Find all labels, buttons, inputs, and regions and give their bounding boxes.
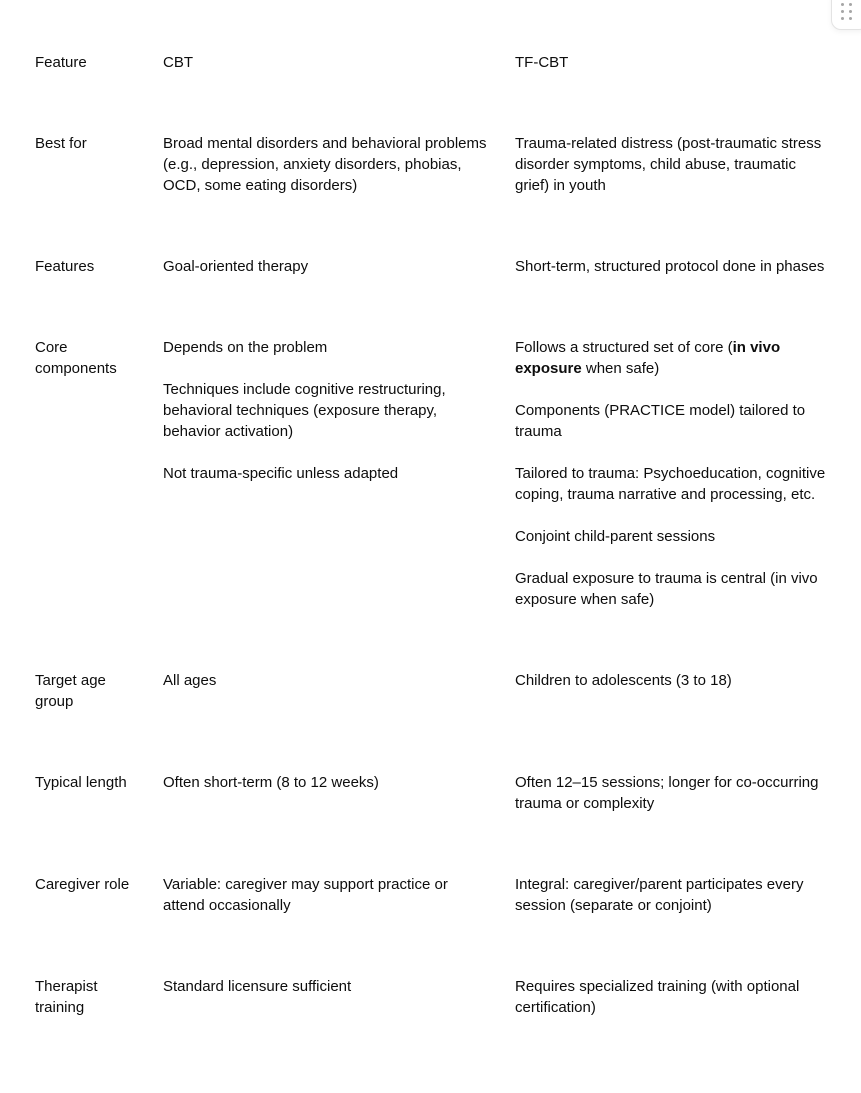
cell-paragraph: Requires specialized training (with optional certification) <box>515 978 800 1016</box>
cell-paragraph: Techniques include cognitive restructuring, behavioral techniques (exposure therapy, behavior activation) <box>163 381 446 440</box>
table-row <box>35 946 835 1048</box>
feature-cell <box>35 640 163 742</box>
tfcbt-cell <box>515 844 835 946</box>
tfcbt-cell <box>515 742 835 844</box>
cell-paragraph: Depends on the problem <box>163 339 328 356</box>
table-row <box>35 640 835 742</box>
header-row <box>35 22 835 103</box>
table-row <box>35 103 835 226</box>
table-row <box>35 844 835 946</box>
cbt-cell <box>163 742 515 844</box>
cbt-cell <box>163 103 515 226</box>
tfcbt-cell <box>515 226 835 307</box>
comparison-table <box>35 22 835 1048</box>
feature-cell <box>35 844 163 946</box>
feature-cell <box>35 946 163 1048</box>
cell-paragraph: Not trauma-specific unless adapted <box>163 465 399 482</box>
tfcbt-cell <box>515 640 835 742</box>
cell-paragraph: Variable: caregiver may support practice or attend occasionally <box>163 876 448 914</box>
table-body <box>35 103 835 1048</box>
cell-paragraph: Gradual exposure to trauma is central (in vivo exposure when safe) <box>515 570 818 608</box>
tfcbt-cell <box>515 307 835 640</box>
tfcbt-cell <box>515 103 835 226</box>
cbt-cell <box>163 307 515 640</box>
feature-cell <box>35 742 163 844</box>
table-row <box>35 307 835 640</box>
cell-paragraph: Best for <box>35 135 87 152</box>
cell-paragraph: Trauma-related distress (post-traumatic stress disorder symptoms, child abuse, traumatic grief) in youth <box>515 135 822 194</box>
feature-cell <box>35 103 163 226</box>
table-row <box>35 742 835 844</box>
cell-paragraph: Therapist training <box>35 978 98 1016</box>
cell-paragraph: Caregiver role <box>35 876 130 893</box>
cell-paragraph: Often short-term (8 to 12 weeks) <box>163 774 379 791</box>
drag-handle-button[interactable] <box>831 0 861 30</box>
cbt-cell <box>163 844 515 946</box>
cell-paragraph: Target age group <box>35 672 106 710</box>
cell-paragraph: Children to adolescents (3 to 18) <box>515 672 732 689</box>
cell-paragraph: Standard licensure sufficient <box>163 978 352 995</box>
feature-cell <box>35 226 163 307</box>
cell-paragraph: Features <box>35 258 95 275</box>
cell-paragraph: Tailored to trauma: Psychoeducation, cognitive coping, trauma narrative and processing, etc. <box>515 465 826 503</box>
table-row <box>35 226 835 307</box>
bold-text: in vivo exposure <box>515 339 781 377</box>
cell-paragraph: Goal-oriented therapy <box>163 258 309 275</box>
cell-paragraph: Components (PRACTICE model) tailored to trauma <box>515 402 806 440</box>
cbt-cell <box>163 226 515 307</box>
cbt-cell <box>163 640 515 742</box>
cell-paragraph: Short-term, structured protocol done in phases <box>515 258 825 275</box>
six-dot-grid-icon <box>841 3 852 20</box>
cell-paragraph: Core components <box>35 339 117 377</box>
cell-paragraph: Conjoint child-parent sessions <box>515 528 716 545</box>
cbt-cell <box>163 946 515 1048</box>
cell-paragraph: All ages <box>163 672 217 689</box>
cell-paragraph: Broad mental disorders and behavioral problems (e.g., depression, anxiety disorders, phobias, OCD, some eating disorders) <box>163 135 487 194</box>
column-header-cbt: CBT <box>163 54 193 71</box>
column-header-tfcbt: TF-CBT <box>515 54 569 71</box>
tfcbt-cell <box>515 946 835 1048</box>
cell-paragraph: Follows a structured set of core (in vivo exposure when safe) <box>515 339 781 377</box>
cell-paragraph: Integral: caregiver/parent participates every session (separate or conjoint) <box>515 876 804 914</box>
column-header-feature: Feature <box>35 54 87 71</box>
cell-paragraph: Typical length <box>35 774 127 791</box>
feature-cell <box>35 307 163 640</box>
cell-paragraph: Often 12–15 sessions; longer for co-occurring trauma or complexity <box>515 774 819 812</box>
